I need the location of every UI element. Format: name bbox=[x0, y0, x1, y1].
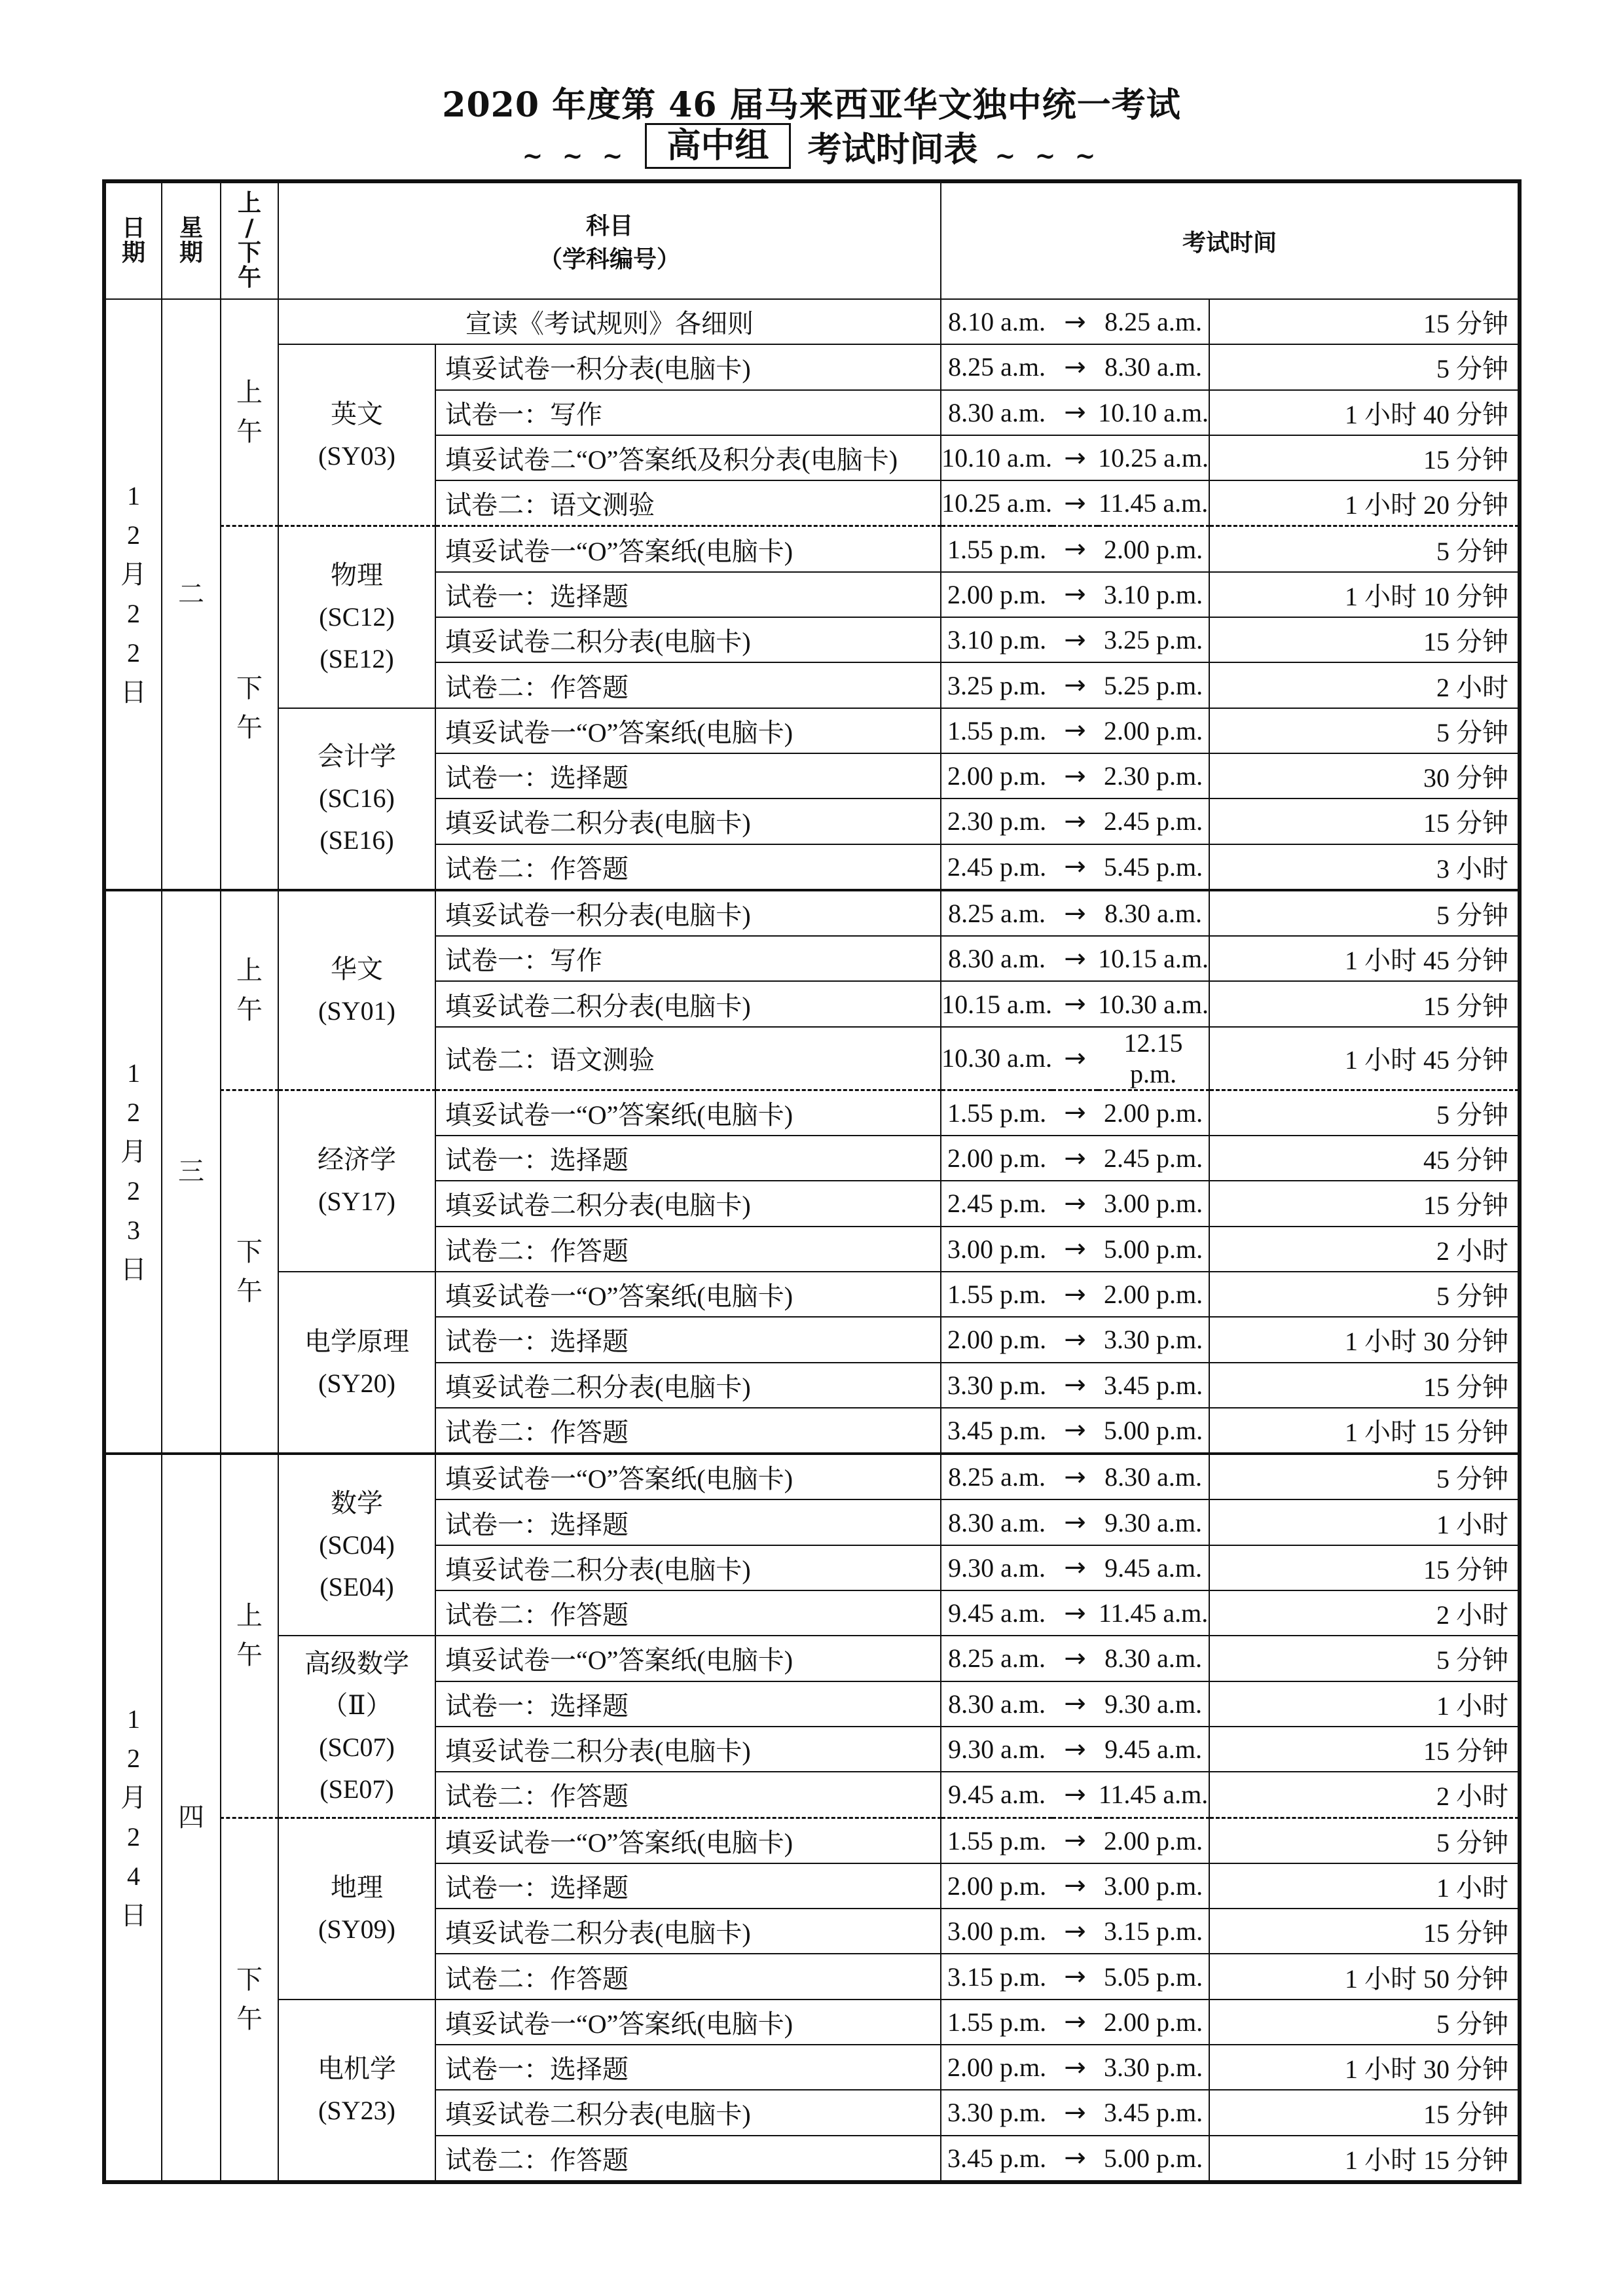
session-text: 下 午 bbox=[236, 673, 263, 742]
duration: 5 分钟 bbox=[1209, 1454, 1518, 1499]
tilde-left: ~ ~ ~ bbox=[522, 140, 629, 170]
arrow-icon: → bbox=[1052, 798, 1098, 844]
start-time: 2.00 p.m. bbox=[941, 753, 1052, 798]
end-time: 3.00 p.m. bbox=[1098, 1863, 1209, 1909]
start-time: 2.00 p.m. bbox=[941, 1317, 1052, 1362]
start-time: 3.30 p.m. bbox=[941, 2090, 1052, 2135]
document-subtitle bbox=[0, 123, 1623, 169]
schedule-row bbox=[105, 1272, 1518, 1317]
duration: 3 小时 bbox=[1209, 844, 1518, 890]
duration: 1 小时 40 分钟 bbox=[1209, 390, 1518, 435]
duration: 15 分钟 bbox=[1209, 435, 1518, 480]
session-cell bbox=[221, 1090, 278, 1454]
start-time: 1.55 p.m. bbox=[941, 2000, 1052, 2045]
duration: 1 小时 bbox=[1209, 1681, 1518, 1727]
arrow-icon: → bbox=[1052, 1954, 1098, 1999]
task-cell: 填妥试卷二积分表(电脑卡) bbox=[435, 1181, 941, 1226]
end-time: 10.15 a.m. bbox=[1098, 936, 1209, 981]
arrow-icon: → bbox=[1052, 1772, 1098, 1818]
task-cell: 填妥试卷二积分表(电脑卡) bbox=[435, 1727, 941, 1772]
end-time: 8.30 a.m. bbox=[1098, 890, 1209, 936]
task-cell: 填妥试卷二积分表(电脑卡) bbox=[435, 981, 941, 1026]
duration: 5 分钟 bbox=[1209, 708, 1518, 753]
arrow-icon: → bbox=[1052, 344, 1098, 389]
start-time: 10.15 a.m. bbox=[941, 981, 1052, 1026]
task-cell: 宣读《考试规则》各细则 bbox=[278, 299, 941, 344]
schedule-title: 考试时间表 bbox=[807, 129, 978, 170]
start-time: 3.45 p.m. bbox=[941, 2136, 1052, 2181]
duration: 2 小时 bbox=[1209, 1772, 1518, 1818]
arrow-icon: → bbox=[1052, 1863, 1098, 1909]
start-time: 9.45 a.m. bbox=[941, 1590, 1052, 1636]
subject-cell bbox=[278, 1818, 435, 2000]
arrow-icon: → bbox=[1052, 572, 1098, 617]
end-time: 2.00 p.m. bbox=[1098, 526, 1209, 572]
end-time: 9.30 a.m. bbox=[1098, 1681, 1209, 1727]
arrow-icon: → bbox=[1052, 2000, 1098, 2045]
header-weekday: 星 期 bbox=[162, 183, 221, 299]
arrow-icon: → bbox=[1052, 2090, 1098, 2135]
task-cell: 填妥试卷二积分表(电脑卡) bbox=[435, 617, 941, 662]
task-cell: 试卷二：作答题 bbox=[435, 662, 941, 708]
subject-name: 数学 (SC04) (SE04) bbox=[319, 1488, 395, 1602]
duration: 1 小时 50 分钟 bbox=[1209, 1954, 1518, 1999]
date-text: 1 2 月 2 4 日 bbox=[120, 1704, 147, 1930]
weekday-cell: 四 bbox=[162, 1454, 221, 2181]
duration: 1 小时 45 分钟 bbox=[1209, 936, 1518, 981]
start-time: 3.00 p.m. bbox=[941, 1227, 1052, 1272]
start-time: 3.15 p.m. bbox=[941, 1954, 1052, 1999]
arrow-icon: → bbox=[1052, 2136, 1098, 2181]
arrow-icon: → bbox=[1052, 1027, 1098, 1090]
end-time: 12.15 p.m. bbox=[1098, 1027, 1209, 1090]
task-cell: 试卷一：选择题 bbox=[435, 753, 941, 798]
arrow-icon: → bbox=[1052, 1090, 1098, 1136]
arrow-icon: → bbox=[1052, 1590, 1098, 1636]
header-date: 日 期 bbox=[105, 183, 162, 299]
schedule-row bbox=[105, 1636, 1518, 1681]
arrow-icon: → bbox=[1052, 890, 1098, 936]
duration: 5 分钟 bbox=[1209, 1818, 1518, 1863]
task-cell: 填妥试卷二“O”答案纸及积分表(电脑卡) bbox=[435, 435, 941, 480]
subject-cell bbox=[278, 1636, 435, 1818]
start-time: 2.00 p.m. bbox=[941, 2045, 1052, 2090]
schedule-row bbox=[105, 1818, 1518, 1863]
arrow-icon: → bbox=[1052, 753, 1098, 798]
end-time: 8.25 a.m. bbox=[1098, 299, 1209, 344]
duration: 5 分钟 bbox=[1209, 2000, 1518, 2045]
arrow-icon: → bbox=[1052, 1499, 1098, 1545]
arrow-icon: → bbox=[1052, 936, 1098, 981]
duration: 5 分钟 bbox=[1209, 526, 1518, 572]
header-subject-title: 科目 bbox=[586, 213, 634, 240]
end-time: 8.30 a.m. bbox=[1098, 1454, 1209, 1499]
duration: 15 分钟 bbox=[1209, 1727, 1518, 1772]
subject-name: 电学原理 (SY20) bbox=[304, 1326, 409, 1398]
duration: 1 小时 bbox=[1209, 1499, 1518, 1545]
end-time: 8.30 a.m. bbox=[1098, 344, 1209, 389]
task-cell: 试卷二：作答题 bbox=[435, 1954, 941, 1999]
duration: 5 分钟 bbox=[1209, 1272, 1518, 1317]
end-time: 5.00 p.m. bbox=[1098, 1227, 1209, 1272]
task-cell: 试卷二：作答题 bbox=[435, 1772, 941, 1818]
arrow-icon: → bbox=[1052, 1545, 1098, 1590]
arrow-icon: → bbox=[1052, 1136, 1098, 1181]
end-time: 9.45 a.m. bbox=[1098, 1545, 1209, 1590]
schedule-row bbox=[105, 708, 1518, 753]
task-cell: 试卷二：作答题 bbox=[435, 1590, 941, 1636]
start-time: 2.45 p.m. bbox=[941, 844, 1052, 890]
end-time: 5.00 p.m. bbox=[1098, 1408, 1209, 1454]
session-text: 上 午 bbox=[236, 1601, 263, 1670]
arrow-icon: → bbox=[1052, 1727, 1098, 1772]
task-cell: 填妥试卷一“O”答案纸(电脑卡) bbox=[435, 1272, 941, 1317]
date-cell bbox=[105, 299, 162, 890]
end-time: 2.00 p.m. bbox=[1098, 2000, 1209, 2045]
start-time: 9.30 a.m. bbox=[941, 1545, 1052, 1590]
subject-name: 物理 (SC12) (SE12) bbox=[319, 560, 395, 674]
task-cell: 试卷一：选择题 bbox=[435, 1136, 941, 1181]
end-time: 3.30 p.m. bbox=[1098, 2045, 1209, 2090]
header-subject bbox=[278, 183, 941, 299]
end-time: 5.05 p.m. bbox=[1098, 1954, 1209, 1999]
date-cell bbox=[105, 890, 162, 1454]
exam-schedule-table bbox=[105, 182, 1519, 2181]
duration: 5 分钟 bbox=[1209, 344, 1518, 389]
arrow-icon: → bbox=[1052, 1818, 1098, 1863]
arrow-icon: → bbox=[1052, 1317, 1098, 1362]
end-time: 3.30 p.m. bbox=[1098, 1317, 1209, 1362]
duration: 15 分钟 bbox=[1209, 617, 1518, 662]
schedule-row bbox=[105, 1090, 1518, 1136]
group-label: 高中组 bbox=[645, 123, 790, 169]
end-time: 3.45 p.m. bbox=[1098, 1363, 1209, 1408]
end-time: 8.30 a.m. bbox=[1098, 1636, 1209, 1681]
end-time: 11.45 a.m. bbox=[1098, 480, 1209, 526]
start-time: 1.55 p.m. bbox=[941, 526, 1052, 572]
arrow-icon: → bbox=[1052, 480, 1098, 526]
task-cell: 填妥试卷一“O”答案纸(电脑卡) bbox=[435, 1454, 941, 1499]
task-cell: 填妥试卷二积分表(电脑卡) bbox=[435, 2090, 941, 2135]
end-time: 3.15 p.m. bbox=[1098, 1909, 1209, 1954]
start-time: 8.30 a.m. bbox=[941, 1499, 1052, 1545]
arrow-icon: → bbox=[1052, 662, 1098, 708]
task-cell: 试卷一：选择题 bbox=[435, 2045, 941, 2090]
arrow-icon: → bbox=[1052, 1909, 1098, 1954]
arrow-icon: → bbox=[1052, 1636, 1098, 1681]
duration: 5 分钟 bbox=[1209, 1636, 1518, 1681]
task-cell: 试卷一：选择题 bbox=[435, 1863, 941, 1909]
task-cell: 试卷二：作答题 bbox=[435, 844, 941, 890]
start-time: 9.30 a.m. bbox=[941, 1727, 1052, 1772]
schedule-row bbox=[105, 2000, 1518, 2045]
subject-cell bbox=[278, 344, 435, 526]
end-time: 10.10 a.m. bbox=[1098, 390, 1209, 435]
duration: 1 小时 30 分钟 bbox=[1209, 2045, 1518, 2090]
duration: 15 分钟 bbox=[1209, 2090, 1518, 2135]
arrow-icon: → bbox=[1052, 1272, 1098, 1317]
session-cell bbox=[221, 299, 278, 526]
task-cell: 试卷一：选择题 bbox=[435, 1681, 941, 1727]
start-time: 3.00 p.m. bbox=[941, 1909, 1052, 1954]
task-cell: 试卷二：语文测验 bbox=[435, 480, 941, 526]
start-time: 8.30 a.m. bbox=[941, 1681, 1052, 1727]
subject-name: 地理 (SY09) bbox=[318, 1873, 395, 1945]
start-time: 8.25 a.m. bbox=[941, 1636, 1052, 1681]
header-time: 考试时间 bbox=[941, 183, 1518, 299]
duration: 1 小时 10 分钟 bbox=[1209, 572, 1518, 617]
header-subject-code: （学科编号） bbox=[539, 246, 681, 273]
task-cell: 填妥试卷一“O”答案纸(电脑卡) bbox=[435, 1636, 941, 1681]
duration: 1 小时 15 分钟 bbox=[1209, 2136, 1518, 2181]
arrow-icon: → bbox=[1052, 617, 1098, 662]
task-cell: 试卷一：选择题 bbox=[435, 1317, 941, 1362]
end-time: 3.25 p.m. bbox=[1098, 617, 1209, 662]
start-time: 8.30 a.m. bbox=[941, 390, 1052, 435]
end-time: 2.00 p.m. bbox=[1098, 1090, 1209, 1136]
task-cell: 试卷二：作答题 bbox=[435, 1227, 941, 1272]
task-cell: 试卷二：作答题 bbox=[435, 2136, 941, 2181]
duration: 1 小时 15 分钟 bbox=[1209, 1408, 1518, 1454]
session-cell bbox=[221, 1818, 278, 2181]
task-cell: 填妥试卷二积分表(电脑卡) bbox=[435, 1545, 941, 1590]
schedule-row bbox=[105, 1454, 1518, 1499]
arrow-icon: → bbox=[1052, 2045, 1098, 2090]
task-cell: 试卷一：选择题 bbox=[435, 572, 941, 617]
task-cell: 填妥试卷一积分表(电脑卡) bbox=[435, 890, 941, 936]
start-time: 3.25 p.m. bbox=[941, 662, 1052, 708]
task-cell: 填妥试卷一“O”答案纸(电脑卡) bbox=[435, 526, 941, 572]
start-time: 8.25 a.m. bbox=[941, 344, 1052, 389]
schedule-row bbox=[105, 526, 1518, 572]
task-cell: 试卷二：语文测验 bbox=[435, 1027, 941, 1090]
task-cell: 填妥试卷二积分表(电脑卡) bbox=[435, 798, 941, 844]
arrow-icon: → bbox=[1052, 1454, 1098, 1499]
end-time: 9.30 a.m. bbox=[1098, 1499, 1209, 1545]
end-time: 2.00 p.m. bbox=[1098, 1272, 1209, 1317]
start-time: 3.10 p.m. bbox=[941, 617, 1052, 662]
start-time: 8.25 a.m. bbox=[941, 890, 1052, 936]
end-time: 10.30 a.m. bbox=[1098, 981, 1209, 1026]
duration: 2 小时 bbox=[1209, 662, 1518, 708]
arrow-icon: → bbox=[1052, 435, 1098, 480]
duration: 15 分钟 bbox=[1209, 1181, 1518, 1226]
duration: 15 分钟 bbox=[1209, 1363, 1518, 1408]
start-time: 10.10 a.m. bbox=[941, 435, 1052, 480]
schedule-row bbox=[105, 344, 1518, 389]
end-time: 2.00 p.m. bbox=[1098, 708, 1209, 753]
duration: 45 分钟 bbox=[1209, 1136, 1518, 1181]
subject-name: 高级数学 （Ⅱ） (SC07) (SE07) bbox=[304, 1648, 409, 1804]
header-session: 上 / 下 午 bbox=[221, 183, 278, 299]
arrow-icon: → bbox=[1052, 1227, 1098, 1272]
end-time: 2.30 p.m. bbox=[1098, 753, 1209, 798]
session-cell bbox=[221, 526, 278, 890]
schedule-body bbox=[105, 299, 1518, 2181]
duration: 2 小时 bbox=[1209, 1590, 1518, 1636]
subject-cell bbox=[278, 1272, 435, 1454]
document-title: 2020 年度第 46 届马来西亚华文独中统一考试 bbox=[442, 85, 1181, 125]
duration: 15 分钟 bbox=[1209, 798, 1518, 844]
end-time: 3.00 p.m. bbox=[1098, 1181, 1209, 1226]
date-text: 1 2 月 2 3 日 bbox=[120, 1058, 147, 1285]
arrow-icon: → bbox=[1052, 299, 1098, 344]
task-cell: 试卷二：作答题 bbox=[435, 1408, 941, 1454]
subject-cell bbox=[278, 708, 435, 890]
subject-cell bbox=[278, 890, 435, 1090]
duration: 2 小时 bbox=[1209, 1227, 1518, 1272]
start-time: 1.55 p.m. bbox=[941, 1272, 1052, 1317]
start-time: 10.30 a.m. bbox=[941, 1027, 1052, 1090]
duration: 5 分钟 bbox=[1209, 1090, 1518, 1136]
session-text: 下 午 bbox=[236, 1964, 263, 2034]
arrow-icon: → bbox=[1052, 1408, 1098, 1454]
task-cell: 填妥试卷一积分表(电脑卡) bbox=[435, 344, 941, 389]
start-time: 1.55 p.m. bbox=[941, 708, 1052, 753]
end-time: 5.00 p.m. bbox=[1098, 2136, 1209, 2181]
session-text: 下 午 bbox=[236, 1236, 263, 1306]
start-time: 3.30 p.m. bbox=[941, 1363, 1052, 1408]
arrow-icon: → bbox=[1052, 1363, 1098, 1408]
session-text: 上 午 bbox=[236, 378, 263, 447]
arrow-icon: → bbox=[1052, 708, 1098, 753]
session-cell bbox=[221, 1454, 278, 1818]
start-time: 2.45 p.m. bbox=[941, 1181, 1052, 1226]
date-text: 1 2 月 2 2 日 bbox=[120, 480, 147, 707]
subject-name: 会计学 (SC16) (SE16) bbox=[318, 742, 396, 855]
task-cell: 填妥试卷二积分表(电脑卡) bbox=[435, 1909, 941, 1954]
start-time: 2.00 p.m. bbox=[941, 1863, 1052, 1909]
duration: 15 分钟 bbox=[1209, 981, 1518, 1026]
end-time: 2.45 p.m. bbox=[1098, 1136, 1209, 1181]
duration: 5 分钟 bbox=[1209, 890, 1518, 936]
end-time: 2.45 p.m. bbox=[1098, 798, 1209, 844]
duration: 30 分钟 bbox=[1209, 753, 1518, 798]
duration: 15 分钟 bbox=[1209, 1545, 1518, 1590]
start-time: 8.30 a.m. bbox=[941, 936, 1052, 981]
start-time: 1.55 p.m. bbox=[941, 1090, 1052, 1136]
start-time: 10.25 a.m. bbox=[941, 480, 1052, 526]
start-time: 1.55 p.m. bbox=[941, 1818, 1052, 1863]
subject-name: 英文 (SY03) bbox=[318, 399, 395, 471]
end-time: 11.45 a.m. bbox=[1098, 1590, 1209, 1636]
end-time: 2.00 p.m. bbox=[1098, 1818, 1209, 1863]
start-time: 3.45 p.m. bbox=[941, 1408, 1052, 1454]
end-time: 3.10 p.m. bbox=[1098, 572, 1209, 617]
subject-cell bbox=[278, 1454, 435, 1636]
start-time: 2.30 p.m. bbox=[941, 798, 1052, 844]
session-cell bbox=[221, 890, 278, 1090]
duration: 1 小时 bbox=[1209, 1863, 1518, 1909]
start-time: 2.00 p.m. bbox=[941, 1136, 1052, 1181]
session-text: 上 午 bbox=[236, 955, 263, 1024]
start-time: 2.00 p.m. bbox=[941, 572, 1052, 617]
tilde-right: ~ ~ ~ bbox=[994, 140, 1101, 170]
task-cell: 填妥试卷一“O”答案纸(电脑卡) bbox=[435, 708, 941, 753]
duration: 1 小时 20 分钟 bbox=[1209, 480, 1518, 526]
end-time: 9.45 a.m. bbox=[1098, 1727, 1209, 1772]
weekday-cell: 二 bbox=[162, 299, 221, 890]
task-cell: 填妥试卷一“O”答案纸(电脑卡) bbox=[435, 2000, 941, 2045]
date-cell bbox=[105, 1454, 162, 2181]
weekday-cell: 三 bbox=[162, 890, 221, 1454]
subject-cell bbox=[278, 526, 435, 708]
end-time: 11.45 a.m. bbox=[1098, 1772, 1209, 1818]
subject-cell bbox=[278, 2000, 435, 2181]
subject-cell bbox=[278, 1090, 435, 1272]
task-cell: 填妥试卷二积分表(电脑卡) bbox=[435, 1363, 941, 1408]
task-cell: 填妥试卷一“O”答案纸(电脑卡) bbox=[435, 1090, 941, 1136]
arrow-icon: → bbox=[1052, 1681, 1098, 1727]
arrow-icon: → bbox=[1052, 1181, 1098, 1226]
end-time: 5.25 p.m. bbox=[1098, 662, 1209, 708]
end-time: 10.25 a.m. bbox=[1098, 435, 1209, 480]
schedule-row bbox=[105, 890, 1518, 936]
header-row bbox=[105, 183, 1518, 299]
task-cell: 试卷一：写作 bbox=[435, 390, 941, 435]
start-time: 9.45 a.m. bbox=[941, 1772, 1052, 1818]
task-cell: 填妥试卷一“O”答案纸(电脑卡) bbox=[435, 1818, 941, 1863]
start-time: 8.25 a.m. bbox=[941, 1454, 1052, 1499]
duration: 1 小时 30 分钟 bbox=[1209, 1317, 1518, 1362]
subject-name: 华文 (SY01) bbox=[318, 954, 395, 1026]
arrow-icon: → bbox=[1052, 390, 1098, 435]
arrow-icon: → bbox=[1052, 526, 1098, 572]
subject-name: 电机学 (SY23) bbox=[318, 2054, 396, 2126]
duration: 15 分钟 bbox=[1209, 1909, 1518, 1954]
end-time: 5.45 p.m. bbox=[1098, 844, 1209, 890]
duration: 1 小时 45 分钟 bbox=[1209, 1027, 1518, 1090]
arrow-icon: → bbox=[1052, 844, 1098, 890]
duration: 15 分钟 bbox=[1209, 299, 1518, 344]
end-time: 3.45 p.m. bbox=[1098, 2090, 1209, 2135]
task-cell: 试卷一：写作 bbox=[435, 936, 941, 981]
subject-name: 经济学 (SY17) bbox=[318, 1145, 396, 1217]
start-time: 8.10 a.m. bbox=[941, 299, 1052, 344]
arrow-icon: → bbox=[1052, 981, 1098, 1026]
task-cell: 试卷一：选择题 bbox=[435, 1499, 941, 1545]
schedule-row bbox=[105, 299, 1518, 344]
